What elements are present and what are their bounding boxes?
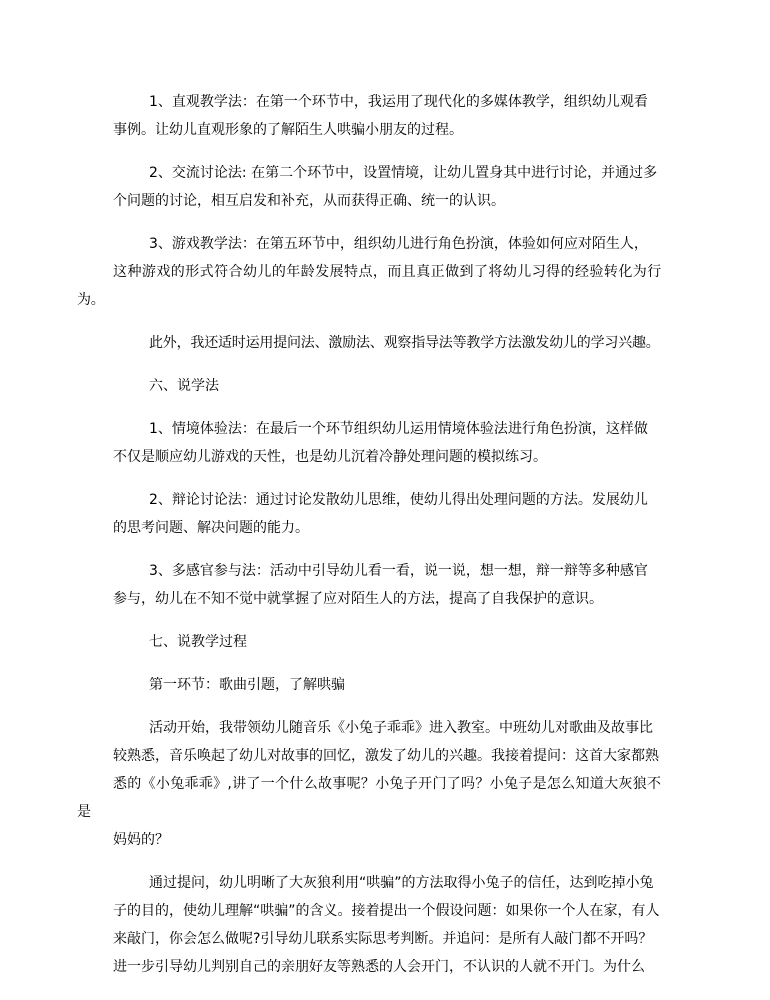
subsection-heading-first-step	[113, 671, 661, 699]
paragraph-other-methods	[113, 329, 661, 357]
text-line: 1、直观教学法：在第一个环节中，我运用了现代化的多媒体教学，组织幼儿观看	[149, 94, 648, 110]
text-line: 事例。让幼儿直观形象的了解陌生人哄骗小朋友的过程。	[113, 122, 463, 138]
text-line: 这种游戏的形式符合幼儿的年龄发展特点，而且真正做到了将幼儿习得的经验转化为行为。	[77, 264, 661, 308]
text-line: 活动开始，我带领幼儿随音乐《小兔子乖乖》进入教室。中班幼儿对歌曲及故事比	[149, 720, 653, 736]
text-line: 3、游戏教学法：在第五环节中，组织幼儿进行角色扮演，体验如何应对陌生人，	[149, 236, 648, 252]
text-line: 妈妈的？	[113, 832, 169, 848]
text-line: 的思考问题、解决问题的能力。	[113, 520, 309, 536]
paragraph-multisensory	[113, 557, 661, 613]
section-heading-teaching-process	[113, 628, 661, 656]
text-line: 子的目的，使幼儿理解“哄骗”的含义。接着提出一个假设问题：如果你一个人在家，有人	[113, 903, 660, 919]
text-line: 参与，幼儿在不知不觉中就掌握了应对陌生人的方法，提高了自我保护的意识。	[113, 591, 603, 607]
paragraph-game-method	[77, 230, 661, 314]
text-line: 悉的《小兔乖乖》,讲了一个什么故事呢？小兔子开门了吗？小兔子是怎么知道大灰狼不是	[77, 776, 661, 820]
section-heading-learning-methods	[113, 372, 661, 400]
text-line: 2、交流讨论法: 在第二个环节中，设置情境，让幼儿置身其中进行讨论，并通过多	[149, 165, 658, 181]
paragraph-debate-discussion	[113, 486, 661, 542]
paragraph-through-questions	[113, 869, 661, 981]
text-line: 较熟悉，音乐唤起了幼儿对故事的回忆，激发了幼儿的兴趣。我接着提问：这首大家都熟	[113, 748, 659, 764]
document-body	[77, 88, 661, 996]
heading-text: 七、说教学过程	[149, 634, 247, 650]
text-line: 不仅是顺应幼儿游戏的天性，也是幼儿沉着冷静处理问题的模拟练习。	[113, 449, 547, 465]
text-line: 个问题的讨论，相互启发和补充，从而获得正确、统一的认识。	[113, 193, 505, 209]
text-line: 3、多感官参与法：活动中引导幼儿看一看，说一说，想一想，辩一辩等多种感官	[149, 563, 648, 579]
text-line: 1、情境体验法：在最后一个环节组织幼儿运用情境体验法进行角色扮演，这样做	[149, 421, 648, 437]
paragraph-intuitive-teaching	[113, 88, 661, 144]
text-line: 进一步引导幼儿判别自己的亲朋好友等熟悉的人会开门，不认识的人就不开门。为什么	[113, 959, 645, 975]
paragraph-discussion-method	[113, 159, 661, 215]
heading-text: 六、说学法	[149, 378, 219, 394]
text-line: 通过提问，幼儿明晰了大灰狼利用“哄骗”的方法取得小兔子的信任，达到吃掉小兔	[149, 875, 654, 891]
text-line: 2、辩论讨论法：通过讨论发散幼儿思维，使幼儿得出处理问题的方法。发展幼儿	[149, 492, 648, 508]
paragraph-situational-experience	[113, 415, 661, 471]
text-line: 此外，我还适时运用提问法、激励法、观察指导法等教学方法激发幼儿的学习兴趣。	[149, 335, 660, 351]
text-line: 来敲门，你会怎么做呢?引导幼儿联系实际思考判断。并追问：是所有人敲门都不开吗？	[113, 931, 653, 947]
paragraph-activity-start	[77, 714, 661, 854]
heading-text: 第一环节：歌曲引题，了解哄骗	[149, 677, 345, 693]
